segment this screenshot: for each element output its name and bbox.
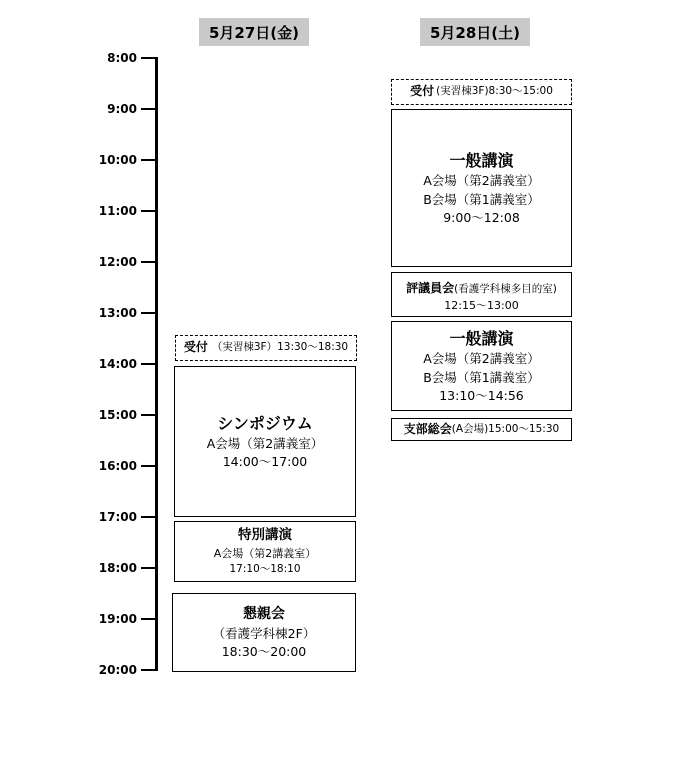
banquet-place: （看護学科棟2F）: [212, 625, 316, 641]
council-detail: (看護学科棟多目的室): [454, 282, 557, 295]
time-tick: [141, 618, 156, 620]
time-tick-label: 11:00: [98, 204, 137, 218]
time-tick: [141, 414, 156, 416]
day-header-may27: 5月27日(金): [199, 18, 309, 46]
time-tick-label: 8:00: [107, 51, 137, 65]
time-tick-label: 16:00: [98, 459, 137, 473]
time-tick-label: 18:00: [98, 561, 137, 575]
general-meeting-box: [391, 418, 572, 441]
special-lecture-title: 特別講演: [238, 527, 292, 544]
time-tick: [141, 465, 156, 467]
lecture2-room-a: A会場（第2講義室）: [423, 351, 540, 367]
lecture2-room-b: B会場（第1講義室）: [423, 369, 540, 385]
symposium-room: A会場（第2講義室）: [206, 435, 324, 451]
time-tick: [141, 159, 156, 161]
time-tick: [141, 669, 156, 671]
time-tick-label: 20:00: [98, 663, 137, 677]
day-header-may28: 5月28日(土): [420, 18, 530, 46]
time-tick-label: 10:00: [98, 153, 137, 167]
time-tick: [141, 210, 156, 212]
banquet-box: [172, 593, 356, 672]
day1-reception-label: 受付: [183, 340, 208, 355]
lecture1-room-a: A会場（第2講義室）: [423, 173, 540, 189]
time-tick: [141, 516, 156, 518]
day1-reception-box: [175, 335, 357, 361]
time-tick: [141, 312, 156, 314]
special-lecture-room: A会場（第2講義室）: [213, 546, 317, 560]
special-lecture-time: 17:10～18:10: [229, 562, 301, 575]
time-tick-label: 9:00: [107, 102, 137, 116]
time-tick-label: 13:00: [98, 306, 137, 320]
day2-reception-box: [391, 79, 572, 105]
time-tick-label: 17:00: [98, 510, 137, 524]
general-meeting-label: 支部総会: [403, 421, 452, 436]
lecture1-time: 9:00～12:08: [443, 209, 520, 225]
day2-reception-detail: (実習棟3F)8:30～15:00: [436, 85, 553, 98]
special-lecture-box: [174, 521, 356, 582]
lecture1-box: [391, 109, 572, 267]
time-tick: [141, 261, 156, 263]
symposium-box: [174, 366, 356, 517]
time-tick-label: 19:00: [98, 612, 137, 626]
lecture1-room-b: B会場（第1講義室）: [423, 191, 540, 207]
council-box: [391, 272, 572, 317]
time-tick: [141, 57, 156, 59]
banquet-time: 18:30～20:00: [221, 643, 307, 659]
time-tick: [141, 108, 156, 110]
general-meeting-detail: (A会場)15:00～15:30: [451, 422, 560, 435]
time-tick-label: 14:00: [98, 357, 137, 371]
time-tick-label: 15:00: [98, 408, 137, 422]
lecture2-time: 13:10～14:56: [439, 387, 524, 403]
lecture2-title: 一般講演: [449, 329, 514, 349]
time-tick: [141, 363, 156, 365]
time-tick: [141, 567, 156, 569]
lecture2-box: [391, 321, 572, 411]
council-time: 12:15～13:00: [444, 299, 519, 313]
time-tick-label: 12:00: [98, 255, 137, 269]
symposium-time: 14:00～17:00: [222, 454, 308, 470]
day2-reception-label: 受付: [410, 84, 435, 99]
council-label: 評議員会: [406, 280, 455, 295]
day1-reception-detail: （実習棟3F）13:30～18:30: [211, 341, 349, 354]
banquet-title: 懇親会: [243, 606, 285, 623]
lecture1-title: 一般講演: [449, 151, 514, 171]
symposium-title: シンポジウム: [217, 413, 313, 433]
